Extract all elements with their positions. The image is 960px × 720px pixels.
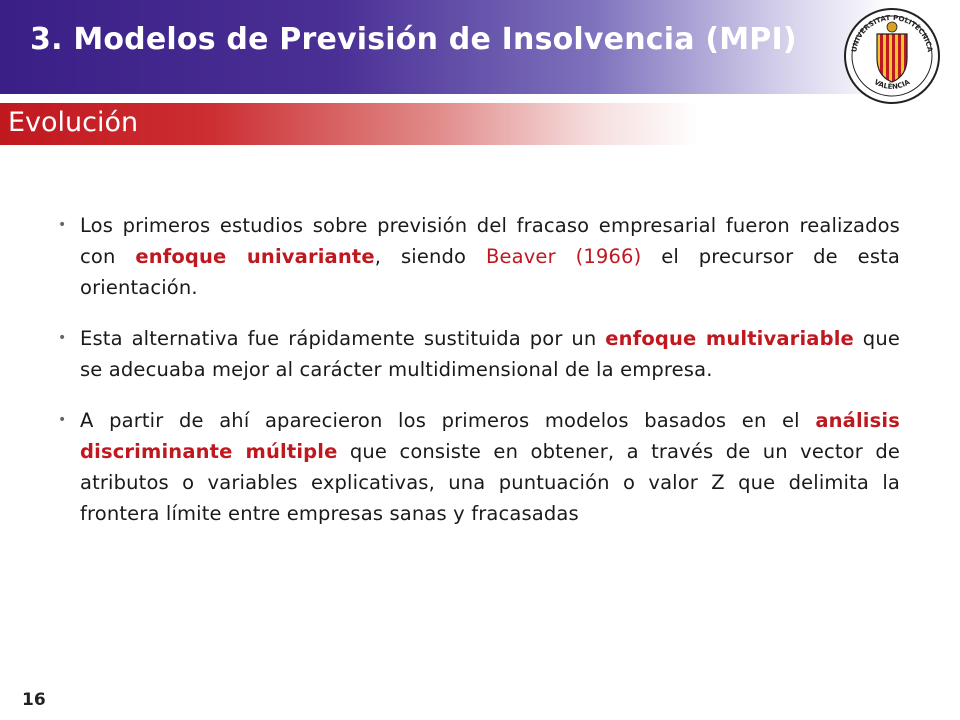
slide-title: 3. Modelos de Previsión de Insolvencia (MPI) [30,22,797,57]
bullet-icon: • [58,330,67,346]
bullet-text: A partir de ahí aparecieron los primeros modelos basados en el [80,409,816,432]
bullet-text: , siendo [374,245,486,268]
university-seal-logo [842,6,942,106]
bullet-text: el precursor de esta orientación. [80,245,901,299]
bullet-text: Los primeros estudios sobre previsión del fracaso empresarial fueron realizados con [80,214,900,268]
highlight-term: análisis discriminante múltiple [80,409,900,463]
bullet-text: Esta alternativa fue rápidamente sustituida por un [80,327,606,350]
bullet-list [58,210,900,549]
bullet-icon: • [58,217,67,233]
section-title: Evolución [8,107,139,138]
bullet-text: que consiste en obtener, a través de un vector de atributos o variables explicativas, una puntuación o valor Z que delimita la frontera límite entre empresas sanas y fracasadas [80,440,900,525]
title-bar [0,0,960,94]
bullet-item [58,210,900,303]
highlight-term: enfoque multivariable [605,327,854,350]
bullet-item [58,323,900,385]
highlight-citation: Beaver (1966) [485,245,642,268]
bullet-icon: • [58,412,67,428]
logo-text-top: UNIVERSITAT POLITÈCNICA [850,13,934,53]
section-header-bar [0,103,700,145]
highlight-term: enfoque univariante [135,245,375,268]
page-number: 16 [22,690,46,710]
logo-text-bottom: VALÈNCIA [872,78,912,91]
bullet-text: que se adecuaba mejor al carácter multidimensional de la empresa. [80,327,900,381]
bullet-item [58,405,900,529]
